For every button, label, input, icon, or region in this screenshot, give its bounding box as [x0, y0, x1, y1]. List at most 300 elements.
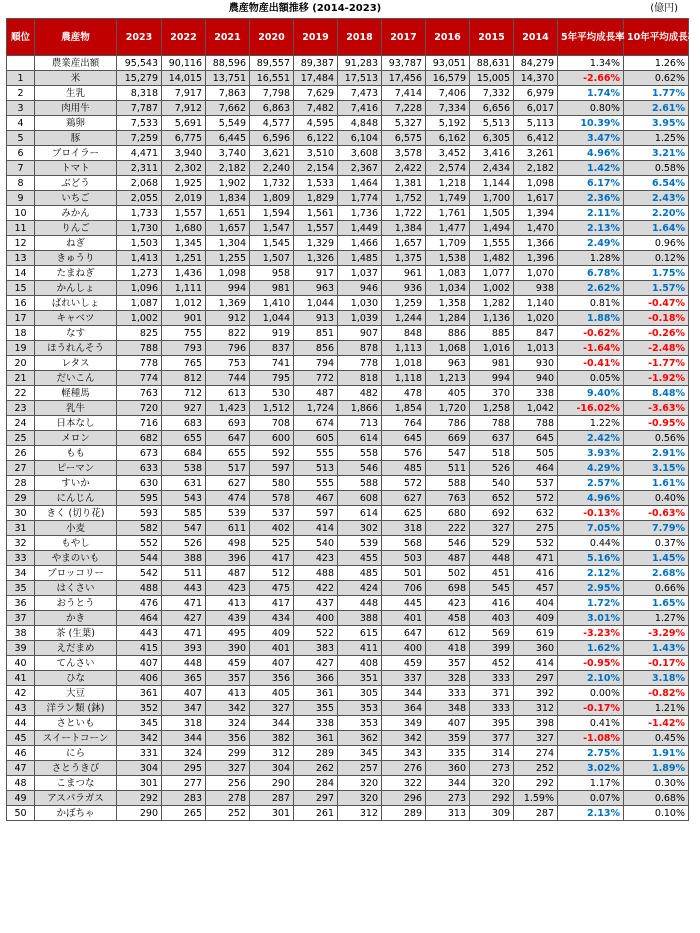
cell-2015: 371 [470, 686, 514, 701]
cell-growth-10yr: -0.26% [624, 326, 689, 341]
cell-2018: 878 [338, 341, 382, 356]
cell-rank: 12 [7, 236, 35, 251]
cell-2014: 619 [514, 626, 558, 641]
cell-2014: 404 [514, 596, 558, 611]
cell-rank: 24 [7, 416, 35, 431]
cell-2021: 647 [206, 431, 250, 446]
cell-2021: 252 [206, 806, 250, 821]
cell-2016: 5,192 [426, 116, 470, 131]
table-row [7, 206, 689, 221]
cell-2020: 1,547 [250, 221, 294, 236]
cell-2022: 631 [162, 476, 206, 491]
cell-2020: 708 [250, 416, 294, 431]
cell-2019: 361 [294, 686, 338, 701]
cell-2015: 1,494 [470, 221, 514, 236]
cell-2022: 443 [162, 581, 206, 596]
cell-2014: 1,617 [514, 191, 558, 206]
cell-product: 軽種馬 [35, 386, 117, 401]
cell-2018: 1,030 [338, 296, 382, 311]
cell-growth-10yr: 3.21% [624, 146, 689, 161]
cell-2017: 445 [382, 596, 426, 611]
cell-growth-5yr: -3.23% [558, 626, 624, 641]
cell-2019: 7,482 [294, 101, 338, 116]
cell-growth-10yr: 0.30% [624, 776, 689, 791]
cell-product: えだまめ [35, 641, 117, 656]
cell-2018: 320 [338, 791, 382, 806]
cell-2016: 423 [426, 596, 470, 611]
cell-growth-5yr: -0.13% [558, 506, 624, 521]
cell-product: ピーマン [35, 461, 117, 476]
cell-2022: 547 [162, 521, 206, 536]
cell-2019: 1,557 [294, 221, 338, 236]
cell-rank: 34 [7, 566, 35, 581]
cell-2020: 2,240 [250, 161, 294, 176]
cell-2016: 418 [426, 641, 470, 656]
cell-2023: 630 [117, 476, 162, 491]
cell-2014: 6,017 [514, 101, 558, 116]
cell-2017: 322 [382, 776, 426, 791]
cell-growth-10yr: 0.40% [624, 491, 689, 506]
cell-rank: 22 [7, 386, 35, 401]
cell-rank: 3 [7, 101, 35, 116]
cell-2023: 552 [117, 536, 162, 551]
cell-2019: 487 [294, 386, 338, 401]
table-row [7, 431, 689, 446]
cell-product: みかん [35, 206, 117, 221]
cell-2016: 669 [426, 431, 470, 446]
cell-2020: 301 [250, 806, 294, 821]
cell-product: てんさい [35, 656, 117, 671]
cell-2022: 755 [162, 326, 206, 341]
cell-2015: 1,505 [470, 206, 514, 221]
cell-2016: 360 [426, 761, 470, 776]
cell-2018: 353 [338, 701, 382, 716]
cell-2021: 487 [206, 566, 250, 581]
cell-2016: 335 [426, 746, 470, 761]
cell-2019: 6,122 [294, 131, 338, 146]
cell-2015: 451 [470, 566, 514, 581]
cell-growth-5yr: -0.95% [558, 656, 624, 671]
cell-rank: 11 [7, 221, 35, 236]
cell-growth-10yr: -1.77% [624, 356, 689, 371]
cell-growth-10yr: -3.29% [624, 626, 689, 641]
cell-2017: 344 [382, 686, 426, 701]
cell-2014: 632 [514, 506, 558, 521]
cell-rank: 42 [7, 686, 35, 701]
cell-2014: 312 [514, 701, 558, 716]
cell-2014: 847 [514, 326, 558, 341]
cell-2022: 471 [162, 626, 206, 641]
cell-growth-10yr: 1.77% [624, 86, 689, 101]
cell-2014: 1,140 [514, 296, 558, 311]
cell-2018: 7,416 [338, 101, 382, 116]
cell-product: メロン [35, 431, 117, 446]
cell-2014: 505 [514, 446, 558, 461]
cell-2022: 295 [162, 761, 206, 776]
cell-2018: 320 [338, 776, 382, 791]
cell-rank: 43 [7, 701, 35, 716]
cell-2018: 778 [338, 356, 382, 371]
header-rank: 順位 [7, 19, 35, 56]
cell-2016: 1,358 [426, 296, 470, 311]
cell-2019: 361 [294, 731, 338, 746]
cell-2023: 352 [117, 701, 162, 716]
cell-2023: 1,096 [117, 281, 162, 296]
cell-2020: 958 [250, 266, 294, 281]
cell-2015: 5,513 [470, 116, 514, 131]
cell-2019: 437 [294, 596, 338, 611]
cell-2020: 304 [250, 761, 294, 776]
cell-growth-10yr: 1.89% [624, 761, 689, 776]
cell-2018: 1,774 [338, 191, 382, 206]
table-row [7, 401, 689, 416]
cell-2017: 1,118 [382, 371, 426, 386]
cell-2017: 1,722 [382, 206, 426, 221]
cell-2015: 885 [470, 326, 514, 341]
cell-2017: 364 [382, 701, 426, 716]
cell-2016: 1,761 [426, 206, 470, 221]
cell-2022: 265 [162, 806, 206, 821]
cell-2015: 399 [470, 641, 514, 656]
cell-growth-5yr: 1.42% [558, 161, 624, 176]
cell-2017: 647 [382, 626, 426, 641]
cell-2016: 963 [426, 356, 470, 371]
table-row [7, 116, 689, 131]
cell-2017: 296 [382, 791, 426, 806]
cell-2020: 290 [250, 776, 294, 791]
table-row [7, 71, 689, 86]
cell-2020: 592 [250, 446, 294, 461]
cell-2022: 1,436 [162, 266, 206, 281]
table-row [7, 731, 689, 746]
cell-growth-5yr: 0.81% [558, 296, 624, 311]
cell-2017: 3,578 [382, 146, 426, 161]
cell-2018: 907 [338, 326, 382, 341]
cell-growth-5yr: -0.41% [558, 356, 624, 371]
cell-2021: 390 [206, 641, 250, 656]
unit-label: (億円) [650, 3, 678, 14]
cell-2018: 1,485 [338, 251, 382, 266]
cell-growth-10yr: 1.91% [624, 746, 689, 761]
cell-2014: 252 [514, 761, 558, 776]
cell-2017: 7,414 [382, 86, 426, 101]
cell-2023: 292 [117, 791, 162, 806]
cell-2014: 1,020 [514, 311, 558, 326]
cell-2015: 545 [470, 581, 514, 596]
table-row [7, 566, 689, 581]
cell-2021: 1,304 [206, 236, 250, 251]
cell-2020: 287 [250, 791, 294, 806]
cell-rank: 23 [7, 401, 35, 416]
cell-product: トマト [35, 161, 117, 176]
cell-2018: 608 [338, 491, 382, 506]
table-row [7, 536, 689, 551]
cell-growth-10yr: 8.48% [624, 386, 689, 401]
cell-rank: 25 [7, 431, 35, 446]
cell-2018: 448 [338, 596, 382, 611]
cell-2014: 645 [514, 431, 558, 446]
cell-2021: 3,740 [206, 146, 250, 161]
cell-rank: 39 [7, 641, 35, 656]
cell-2022: 511 [162, 566, 206, 581]
cell-2019: 674 [294, 416, 338, 431]
cell-2015: 273 [470, 761, 514, 776]
cell-2020: 312 [250, 746, 294, 761]
cell-2014: 5,113 [514, 116, 558, 131]
cell-2022: 1,557 [162, 206, 206, 221]
cell-2015: 370 [470, 386, 514, 401]
cell-growth-10yr: 0.68% [624, 791, 689, 806]
table-row [7, 476, 689, 491]
cell-2015: 292 [470, 791, 514, 806]
table-row [7, 416, 689, 431]
cell-2015: 994 [470, 371, 514, 386]
cell-product: やまのいも [35, 551, 117, 566]
cell-rank: 19 [7, 341, 35, 356]
cell-2023: 763 [117, 386, 162, 401]
cell-rank: 16 [7, 296, 35, 311]
cell-2018: 408 [338, 656, 382, 671]
cell-2018: 305 [338, 686, 382, 701]
cell-2019: 1,533 [294, 176, 338, 191]
cell-rank: 14 [7, 266, 35, 281]
cell-2022: 1,680 [162, 221, 206, 236]
cell-2021: 88,596 [206, 56, 250, 71]
cell-2020: 434 [250, 611, 294, 626]
table-row [7, 596, 689, 611]
cell-2020: 327 [250, 701, 294, 716]
cell-product: 茶 (生葉) [35, 626, 117, 641]
cell-product: ほうれんそう [35, 341, 117, 356]
cell-2018: 1,464 [338, 176, 382, 191]
cell-growth-5yr: 4.96% [558, 146, 624, 161]
cell-rank: 49 [7, 791, 35, 806]
cell-2018: 3,608 [338, 146, 382, 161]
cell-2020: 919 [250, 326, 294, 341]
cell-2016: 93,051 [426, 56, 470, 71]
cell-growth-5yr: -0.62% [558, 326, 624, 341]
cell-2018: 1,449 [338, 221, 382, 236]
header-2022: 2022 [162, 19, 206, 56]
header-2019: 2019 [294, 19, 338, 56]
cell-2015: 1,555 [470, 236, 514, 251]
cell-growth-10yr: 6.54% [624, 176, 689, 191]
cell-growth-10yr: 1.43% [624, 641, 689, 656]
cell-2020: 741 [250, 356, 294, 371]
cell-2023: 2,055 [117, 191, 162, 206]
cell-2023: 2,311 [117, 161, 162, 176]
cell-rank: 50 [7, 806, 35, 821]
cell-rank: 38 [7, 626, 35, 641]
cell-2023: 673 [117, 446, 162, 461]
table-row [7, 641, 689, 656]
cell-2018: 91,283 [338, 56, 382, 71]
cell-2014: 287 [514, 806, 558, 821]
cell-product: 乳牛 [35, 401, 117, 416]
header-2020: 2020 [250, 19, 294, 56]
cell-2019: 7,629 [294, 86, 338, 101]
cell-product: だいこん [35, 371, 117, 386]
cell-2017: 401 [382, 611, 426, 626]
cell-2021: 1,423 [206, 401, 250, 416]
cell-2023: 1,730 [117, 221, 162, 236]
cell-rank: 10 [7, 206, 35, 221]
cell-2021: 256 [206, 776, 250, 791]
cell-2023: 595 [117, 491, 162, 506]
cell-rank: 35 [7, 581, 35, 596]
cell-2022: 683 [162, 416, 206, 431]
cell-2019: 467 [294, 491, 338, 506]
cell-2018: 411 [338, 641, 382, 656]
cell-2016: 1,218 [426, 176, 470, 191]
cell-growth-5yr: -0.17% [558, 701, 624, 716]
cell-product: もも [35, 446, 117, 461]
cell-2015: 314 [470, 746, 514, 761]
cell-growth-10yr: 1.25% [624, 131, 689, 146]
table-row [7, 521, 689, 536]
cell-2021: 611 [206, 521, 250, 536]
cell-2019: 422 [294, 581, 338, 596]
cell-rank: 1 [7, 71, 35, 86]
cell-2015: 327 [470, 521, 514, 536]
cell-product: いちご [35, 191, 117, 206]
cell-2017: 848 [382, 326, 426, 341]
table-row [7, 386, 689, 401]
cell-2023: 7,259 [117, 131, 162, 146]
cell-2017: 1,018 [382, 356, 426, 371]
cell-growth-10yr: 1.65% [624, 596, 689, 611]
table-row [7, 86, 689, 101]
table-row [7, 326, 689, 341]
cell-growth-5yr: 4.96% [558, 491, 624, 506]
cell-2018: 485 [338, 566, 382, 581]
cell-2015: 692 [470, 506, 514, 521]
cell-2021: 1,098 [206, 266, 250, 281]
cell-rank: 2 [7, 86, 35, 101]
cell-growth-5yr: 3.93% [558, 446, 624, 461]
cell-2014: 532 [514, 536, 558, 551]
cell-2014: 457 [514, 581, 558, 596]
cell-2017: 645 [382, 431, 426, 446]
cell-growth-5yr: 1.28% [558, 251, 624, 266]
cell-2019: 794 [294, 356, 338, 371]
header-5yr-growth: 5年平均成長率 [558, 19, 624, 56]
cell-growth-10yr: -1.92% [624, 371, 689, 386]
cell-2014: 292 [514, 776, 558, 791]
cell-2022: 277 [162, 776, 206, 791]
table-row [7, 776, 689, 791]
cell-2021: 613 [206, 386, 250, 401]
cell-2014: 930 [514, 356, 558, 371]
cell-2015: 652 [470, 491, 514, 506]
cell-2014: 537 [514, 476, 558, 491]
cell-2016: 612 [426, 626, 470, 641]
cell-2020: 580 [250, 476, 294, 491]
cell-2016: 344 [426, 776, 470, 791]
cell-2016: 6,162 [426, 131, 470, 146]
cell-2019: 383 [294, 641, 338, 656]
cell-2014: 1,396 [514, 251, 558, 266]
cell-2019: 1,561 [294, 206, 338, 221]
cell-rank: 47 [7, 761, 35, 776]
total-row [7, 56, 689, 71]
cell-2014: 2,182 [514, 161, 558, 176]
cell-rank [7, 56, 35, 71]
cell-2023: 1,002 [117, 311, 162, 326]
cell-2017: 400 [382, 641, 426, 656]
cell-2019: 414 [294, 521, 338, 536]
cell-2017: 503 [382, 551, 426, 566]
cell-rank: 20 [7, 356, 35, 371]
cell-growth-5yr: 5.16% [558, 551, 624, 566]
cell-2016: 886 [426, 326, 470, 341]
cell-2016: 458 [426, 611, 470, 626]
cell-2020: 512 [250, 566, 294, 581]
cell-2021: 7,863 [206, 86, 250, 101]
cell-2015: 88,631 [470, 56, 514, 71]
header-2014: 2014 [514, 19, 558, 56]
cell-2015: 1,144 [470, 176, 514, 191]
cell-growth-5yr: 9.40% [558, 386, 624, 401]
cell-2016: 405 [426, 386, 470, 401]
cell-growth-5yr: 2.11% [558, 206, 624, 221]
cell-2023: 778 [117, 356, 162, 371]
cell-product: もやし [35, 536, 117, 551]
cell-2017: 1,375 [382, 251, 426, 266]
cell-2021: 1,902 [206, 176, 250, 191]
cell-2021: 423 [206, 581, 250, 596]
cell-2015: 981 [470, 356, 514, 371]
cell-2017: 7,228 [382, 101, 426, 116]
cell-product: ブロイラー [35, 146, 117, 161]
cell-2019: 1,329 [294, 236, 338, 251]
cell-2019: 1,724 [294, 401, 338, 416]
cell-growth-5yr: 2.13% [558, 221, 624, 236]
cell-2021: 994 [206, 281, 250, 296]
cell-2018: 615 [338, 626, 382, 641]
cell-2022: 1,111 [162, 281, 206, 296]
cell-rank: 4 [7, 116, 35, 131]
cell-product: さといも [35, 716, 117, 731]
cell-2023: 415 [117, 641, 162, 656]
cell-2018: 353 [338, 716, 382, 731]
cell-product: 洋ラン類 (鉢) [35, 701, 117, 716]
cell-2022: 812 [162, 371, 206, 386]
cell-2015: 377 [470, 731, 514, 746]
header-2023: 2023 [117, 19, 162, 56]
cell-2022: 324 [162, 746, 206, 761]
cell-growth-5yr: 2.12% [558, 566, 624, 581]
cell-2018: 345 [338, 746, 382, 761]
cell-2023: 7,787 [117, 101, 162, 116]
table-row [7, 101, 689, 116]
header-10yr-growth: 10年平均成長率 [624, 19, 689, 56]
cell-growth-5yr: 10.39% [558, 116, 624, 131]
cell-growth-5yr: 2.49% [558, 236, 624, 251]
cell-2018: 302 [338, 521, 382, 536]
cell-product: キャベツ [35, 311, 117, 326]
cell-product: にら [35, 746, 117, 761]
cell-2021: 539 [206, 506, 250, 521]
cell-2014: 414 [514, 656, 558, 671]
cell-rank: 18 [7, 326, 35, 341]
cell-2015: 2,434 [470, 161, 514, 176]
cell-2020: 1,044 [250, 311, 294, 326]
cell-2022: 1,251 [162, 251, 206, 266]
cell-2019: 1,829 [294, 191, 338, 206]
cell-2020: 356 [250, 671, 294, 686]
cell-2023: 544 [117, 551, 162, 566]
